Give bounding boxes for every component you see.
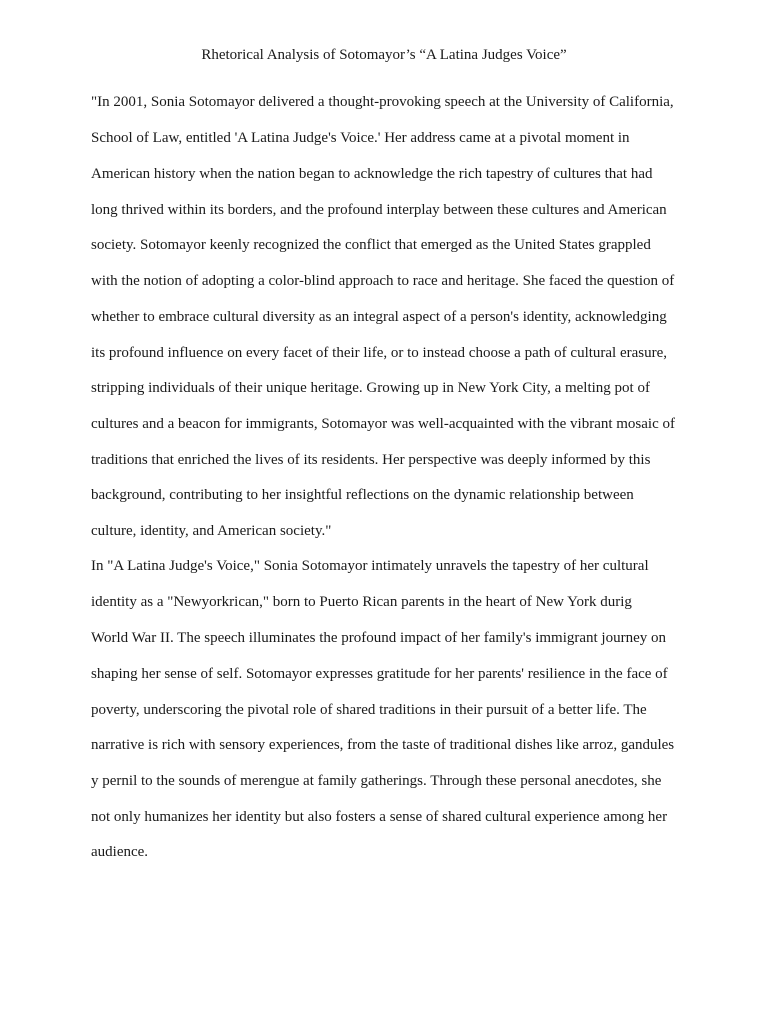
paragraph-1-line-6: with the notion of adopting a color-blind approach to race and heritage. She faced the question of <box>91 273 675 289</box>
paragraph-2-line-5: poverty, underscoring the pivotal role of shared traditions in their pursuit of a better life. The <box>91 702 647 718</box>
paragraph-1-line-7: whether to embrace cultural diversity as an integral aspect of a person's identity, acknowledging <box>91 309 667 325</box>
paragraph-2-line-6: narrative is rich with sensory experiences, from the taste of traditional dishes like arroz, gandules <box>91 737 675 753</box>
paragraph-2-line-7: y pernil to the sounds of merengue at family gatherings. Through these personal anecdotes, she <box>91 773 662 789</box>
paragraph-2-line-2: identity as a "Newyorkrican," born to Puerto Rican parents in the heart of New York durig <box>91 594 632 610</box>
paragraph-1-line-8: its profound influence on every facet of their life, or to instead choose a path of cultural erasure, <box>91 345 668 361</box>
paragraph-2-line-4: shaping her sense of self. Sotomayor expresses gratitude for her parents' resilience in the face of <box>91 666 668 682</box>
document-title: Rhetorical Analysis of Sotomayor’s “A Latina Judges Voice” <box>201 47 567 63</box>
paragraph-1-line-9: stripping individuals of their unique heritage. Growing up in New York City, a melting pot of <box>91 380 650 396</box>
paragraph-2-line-8: not only humanizes her identity but also fosters a sense of shared cultural experience among her <box>91 809 668 825</box>
paragraph-1-line-3: American history when the nation began to acknowledge the rich tapestry of cultures that had <box>91 166 653 182</box>
paragraph-1-line-4: long thrived within its borders, and the profound interplay between these cultures and American <box>91 202 667 218</box>
paragraph-1-line-13: culture, identity, and American society." <box>91 523 332 539</box>
paragraph-1-line-12: background, contributing to her insightful reflections on the dynamic relationship between <box>91 487 634 503</box>
paragraph-1-line-2: School of Law, entitled 'A Latina Judge's Voice.' Her address came at a pivotal moment in <box>91 130 630 146</box>
paragraph-1-line-11: traditions that enriched the lives of its residents. Her perspective was deeply informed by this <box>91 452 651 468</box>
paragraph-2-line-3: World War II. The speech illuminates the profound impact of her family's immigrant journey on <box>91 630 667 646</box>
paragraph-1-line-10: cultures and a beacon for immigrants, Sotomayor was well-acquainted with the vibrant mosaic of <box>91 416 675 432</box>
paragraph-2-line-1: In "A Latina Judge's Voice," Sonia Sotomayor intimately unravels the tapestry of her cultural <box>91 558 649 574</box>
paragraph-2-line-9: audience. <box>91 844 149 860</box>
paragraph-1-line-1: "In 2001, Sonia Sotomayor delivered a thought-provoking speech at the University of California, <box>91 94 674 110</box>
paragraph-1-line-5: society. Sotomayor keenly recognized the conflict that emerged as the United States grappled <box>91 237 651 253</box>
